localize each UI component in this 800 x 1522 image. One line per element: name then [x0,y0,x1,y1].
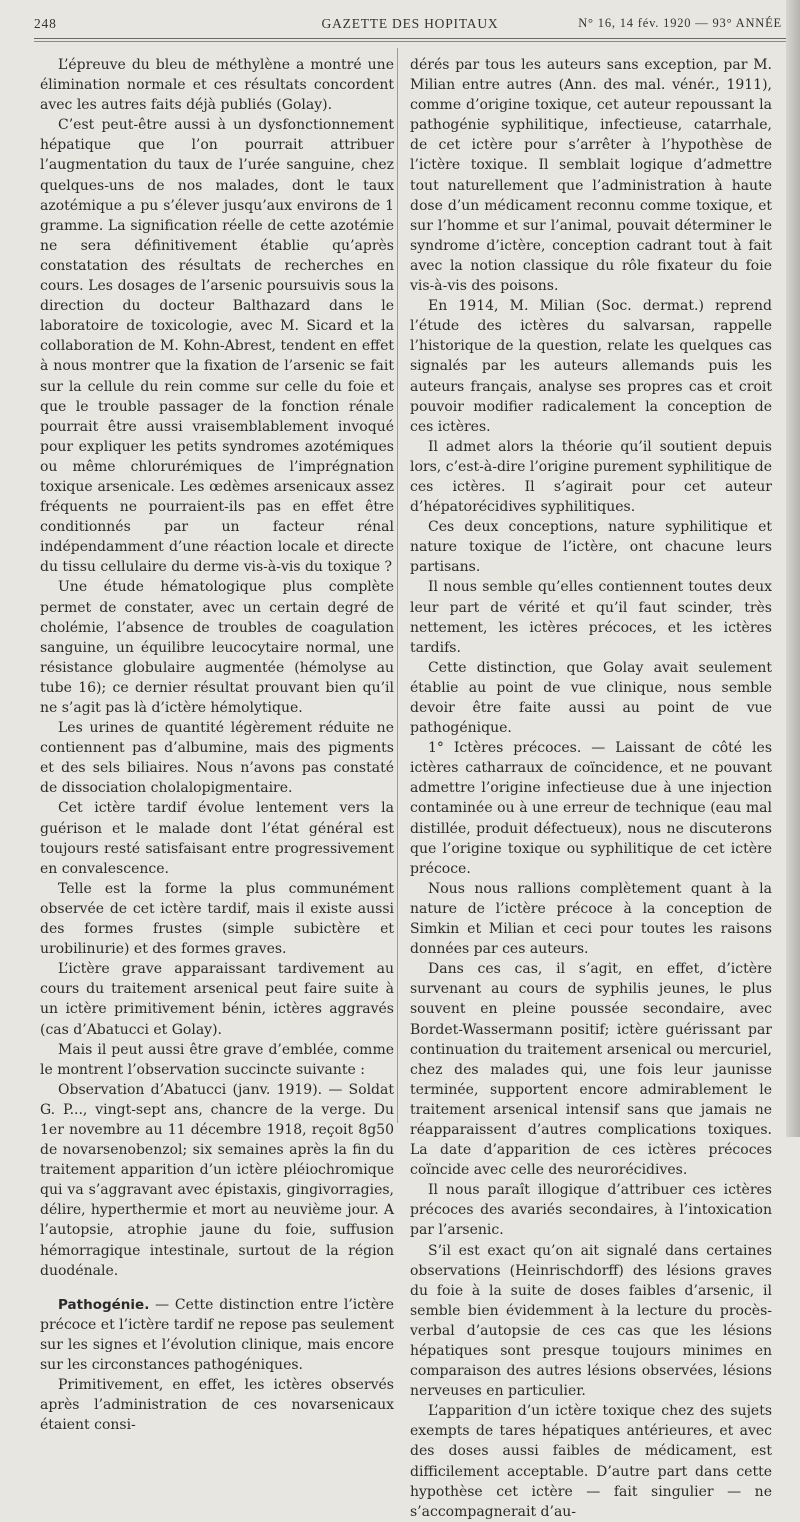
paragraph: En 1914, M. Milian (Soc. dermat.) reprend l’étude des ictères du salvarsan, rappelle l’historique de la question, relate les quelques cas signalés par les auteurs allemands puis les auteurs français, analyse ses propres cas et croit pouvoir modifier radicalement la conception de ces ictères. [410,298,772,435]
section-gap [40,1281,394,1295]
section-heading: Pathogénie. [58,1296,150,1313]
section-text: — Cette distinction entre l’ictère précoce et l’ictère tardif ne repose pas seulement sur les signes et l’évolution clinique, mais encore sur les circonstances pathogéniques. [40,1296,394,1373]
paragraph: Il nous paraît illogique d’attribuer ces ictères précoces des avariés secondaires, à l’intoxication par l’arsenic. [410,1182,772,1239]
section-paragraph [40,1295,394,1375]
paragraph: dérés par tous les auteurs sans exception, par M. Milian entre autres (Ann. des mal. vénér., 1911), comme d’origine toxique, cet auteur repoussant la pathogénie syphilitique, infectieuse, catarrhale, de cet ictère pour s’arrêter à l’hypothèse de l’ictère toxique. Il semblait logique d’admettre tout naturellement que l’administration à haute dose d’un médicament reconnu comme toxique, et sur l’homme et sur l’animal, pouvait déterminer le syndrome d’ictère, conception cadrant tout à fait avec la notion classique du rôle fixateur du foie vis-à-vis des poisons. [410,57,772,295]
paragraph: C’est peut-être aussi à un dysfonctionnement hépatique que l’on pourrait attribuer l’augmentation du taux de l’urée sanguine, chez quelques-uns de nos malades, dont le taux azotémique a pu s’élever jusqu’aux environs de 1 gramme. La signification réelle de cette azotémie ne sera définitivement établie qu’après constatation des résultats de recherches en cours. Les dosages de l’arsenic poursuivis sous la direction du docteur Balthazard dans le laboratoire de toxicologie, avec M. Sicard et la collaboration de M. Kohn-Abrest, tendent en effet à nous montrer que la fixation de l’arsenic se fait sur la cellule du rein comme sur celle du foie et que le trouble passager de la fonction rénale pourrait être aussi vraisemblablement invoqué pour expliquer les petits syndromes azotémiques ou même chlorurémiques de l’imprégnation toxique arsenicale. Les œdèmes arsenicaux assez fréquents ne pourraient-ils pas en effet être conditionnés par un facteur rénal indépendamment d’une réaction locale et directe du tissu cellulaire du derme vis-à-vis du toxique ? [40,117,394,576]
paragraph: Nous nous rallions complètement quant à la nature de l’ictère précoce à la conception de Simkin et Milian et ceci pour toutes les raisons données par ces auteurs. [410,880,772,958]
paragraph: Mais il peut aussi être grave d’emblée, comme le montrent l’observation succincte suivante : [40,1041,394,1078]
paragraph: Cette distinction, que Golay avait seulement établie au point de vue clinique, nous semble devoir être faite aussi au point de vue pathogénique. [410,659,772,737]
issue-info: N° 16, 14 fév. 1920 — 93° ANNÉE [578,16,782,30]
column-divider [397,48,398,1123]
paragraph: Il nous semble qu’elles contiennent toutes deux leur part de vérité et qu’il faut scinder, très nettement, les ictères précoces, et les ictères tardifs. [410,579,772,656]
paragraph: Primitivement, en effet, les ictères observés après l’administration de ces novarsenicaux étaient consi- [40,1377,394,1434]
paragraph: Il admet alors la théorie qu’il soutient depuis lors, c’est-à-dire l’origine purement syphilitique de ces ictères. Il s’agirait pour cet auteur d’hépatorécidives syphilitiques. [410,438,772,516]
paragraph: Les urines de quantité légèrement réduite ne contiennent pas d’albumine, mais des pigments et des sels biliaires. Nous n’avons pas constaté de dissociation cholalopigmentaire. [40,720,394,797]
paragraph: L’épreuve du bleu de méthylène a montré une élimination normale et ces résultats concordent avec les autres faits déjà publiés (Golay). [40,57,394,114]
paragraph: Dans ces cas, il s’agit, en effet, d’ictère survenant au cours de syphilis jeunes, le plus souvent en pleine poussée secondaire, avec Bordet-Wassermann positif; ictère guérissant par continuation du traitement arsenical ou mercuriel, chez des malades qui, une fois leur jaunisse terminée, supportent encore admirablement le traitement arsenical intensif sans que jamais ne réapparaissent d’autres complications toxiques. La date d’apparition de ces ictères précoces coïncide avec celle des neurorécidives. [410,961,772,1179]
page-number: 248 [34,16,57,31]
paragraph: L’ictère grave apparaissant tardivement au cours du traitement arsenical peut faire suite à un ictère primitivement bénin, ictères aggravés (cas d’Abatucci et Golay). [40,961,394,1038]
paragraph: Cet ictère tardif évolue lentement vers la guérison et le malade dont l’état général est toujours resté satisfaisant entre progressivement en convalescence. [40,800,394,877]
right-column [410,55,772,1522]
paragraph: L’apparition d’un ictère toxique chez des sujets exempts de tares hépatiques antérieures, et avec des doses aussi faibles de médicament, est difficilement acceptable. D’autre part dans cette hypothèse cet ictère — fait singulier — ne s’accompagnerait d’au- [410,1403,772,1520]
paragraph: 1° Ictères précoces. — Laissant de côté les ictères catharraux de coïncidence, et ne pouvant admettre l’origine infectieuse due à une injection contaminée ou à une erreur de technique (eau mal distillée, produit défectueux), nous ne discuterons que l’origine toxique ou syphilitique de cet ictère précoce. [410,740,772,877]
paragraph: Telle est la forme la plus communément observée de cet ictère tardif, mais il existe aussi des formes frustes (simple subictère et urobilinurie) et des formes graves. [40,880,394,958]
journal-title: GAZETTE DES HOPITAUX [321,16,499,31]
running-header [34,10,786,34]
left-column [40,55,394,1435]
observation-paragraph: Observation d’Abatucci (janv. 1919). — Soldat G. P..., vingt-sept ans, chancre de la verge. Du 1er novembre au 11 décembre 1918, reçoit 8g50 de novarsenobenzol; six semaines après la fin du traitement apparition d’un ictère pléiochromique qui va s’aggravant avec épistaxis, gingivorragies, délire, hyperthermie et mort au neuvième jour. A l’autopsie, atrophie jaune du foie, suffusion hémorragique intestinale, surtout de la région duodénale. [40,1081,394,1279]
paragraph: S’il est exact qu’on ait signalé dans certaines observations (Heinrischdorff) des lésions graves du foie à la suite de doses faibles d’arsenic, il semble bien évidemment à la lecture du procès-verbal d’autopsie de ces cas que les lésions hépatiques sont presque toujours minimes en comparaison des autres lésions observées, lésions nerveuses en particulier. [410,1242,772,1400]
page-edge-shadow [786,0,800,1137]
paragraph: Une étude hématologique plus complète permet de constater, avec un certain degré de cholémie, l’absence de troubles de coagulation sanguine, un équilibre leucocytaire normal, une résistance globulaire augmentée (hémolyse au tube 16); ce dernier résultat prouvant bien qu’il ne s’agit pas là d’ictère hémolytique. [40,579,394,716]
header-rule [34,38,786,42]
paragraph: Ces deux conceptions, nature syphilitique et nature toxique de l’ictère, ont chacune leurs partisans. [410,519,772,576]
